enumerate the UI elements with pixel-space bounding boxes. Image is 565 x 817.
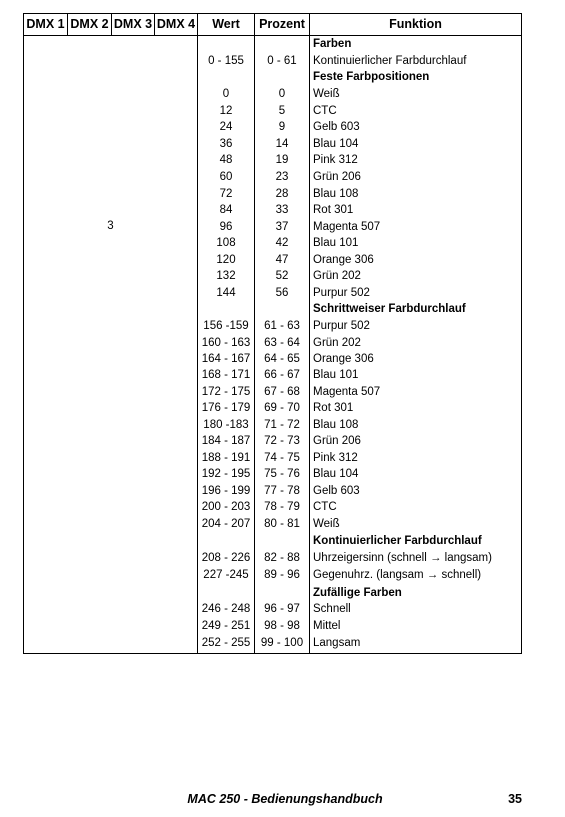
row-prozent: 28 [275,188,289,200]
row-funktion: Grün 202 [313,337,361,349]
section-heading: Feste Farbpositionen [313,71,430,83]
row-funktion: Magenta 507 [313,386,381,398]
footer-title: MAC 250 - Bedienungshandbuch [187,792,383,806]
row-wert: 184 - 187 [201,435,251,447]
row-wert: 172 - 175 [201,386,251,398]
row-prozent: 78 - 79 [264,501,300,513]
row-prozent: 0 [278,88,286,100]
row-wert: 200 - 203 [201,501,251,513]
row-prozent: 89 - 96 [264,569,300,581]
dmx1-channel-value: 3 [107,220,114,232]
row-funktion: Gelb 603 [313,121,360,133]
row-prozent: 64 - 65 [264,353,300,365]
row-prozent: 0 - 61 [267,55,297,67]
row-wert: 196 - 199 [201,485,251,497]
row-funktion: Rot 301 [313,402,354,414]
row-wert: 156 -159 [203,320,249,332]
row-wert: 192 - 195 [201,468,251,480]
row-funktion: Blau 101 [313,369,359,381]
row-prozent: 19 [275,154,289,166]
row-funktion: Weiß [313,518,340,530]
row-funktion: Blau 104 [313,468,359,480]
row-wert: 60 [219,171,233,183]
row-funktion: Weiß [313,88,340,100]
row-prozent: 72 - 73 [264,435,300,447]
row-prozent: 69 - 70 [264,402,300,414]
row-prozent: 74 - 75 [264,452,300,464]
row-wert: 160 - 163 [201,337,251,349]
row-wert: 176 - 179 [201,402,251,414]
row-prozent: 14 [275,138,289,150]
row-prozent: 52 [275,270,289,282]
row-funktion: Orange 306 [313,353,374,365]
row-prozent: 77 - 78 [264,485,300,497]
row-prozent: 42 [275,237,289,249]
row-funktion: Orange 306 [313,254,374,266]
row-prozent: 23 [275,171,289,183]
row-funktion: CTC [313,105,337,117]
row-wert: 0 - 155 [208,55,244,67]
row-funktion: Blau 101 [313,237,359,249]
row-wert: 246 - 248 [201,603,251,615]
header-wert: Wert [212,17,240,31]
row-funktion: Gegenuhrz. (langsam → schnell) [313,569,482,581]
row-prozent: 33 [275,204,289,216]
section-heading: Farben [313,38,352,50]
row-wert: 120 [216,254,236,266]
row-funktion: Langsam [313,637,361,649]
row-wert: 180 -183 [203,419,249,431]
row-wert: 0 [222,88,230,100]
row-funktion: Pink 312 [313,154,358,166]
row-wert: 168 - 171 [201,369,251,381]
row-wert: 144 [216,287,236,299]
header-prozent: Prozent [259,17,305,31]
header-dmx2: DMX 2 [70,17,109,31]
row-prozent: 80 - 81 [264,518,300,530]
row-wert: 164 - 167 [201,353,251,365]
row-funktion: Schnell [313,603,351,615]
row-wert: 132 [216,270,236,282]
row-funktion: Mittel [313,620,341,632]
row-prozent: 66 - 67 [264,369,300,381]
row-wert: 252 - 255 [201,637,251,649]
row-funktion: Gelb 603 [313,485,360,497]
row-funktion: Uhrzeigersinn (schnell → langsam) [313,552,492,564]
row-wert: 84 [219,204,233,216]
row-prozent: 63 - 64 [264,337,300,349]
row-wert: 72 [219,188,233,200]
row-prozent: 67 - 68 [264,386,300,398]
row-funktion: CTC [313,501,337,513]
row-funktion: Grün 206 [313,171,361,183]
row-prozent: 98 - 98 [264,620,300,632]
row-prozent: 5 [278,105,286,117]
row-wert: 48 [219,154,233,166]
row-wert: 24 [219,121,233,133]
row-wert: 108 [216,237,236,249]
header-funktion: Funktion [389,17,442,31]
row-prozent: 75 - 76 [264,468,300,480]
row-prozent: 96 - 97 [264,603,300,615]
row-funktion: Blau 108 [313,188,359,200]
row-funktion: Grün 202 [313,270,361,282]
header-dmx4: DMX 4 [156,17,196,31]
row-funktion: Blau 104 [313,138,359,150]
header-dmx1: DMX 1 [26,17,65,31]
row-prozent: 99 - 100 [260,637,304,649]
row-prozent: 82 - 88 [264,552,300,564]
row-funktion: Blau 108 [313,419,359,431]
row-prozent: 47 [275,254,289,266]
row-prozent: 56 [275,287,289,299]
row-funktion: Grün 206 [313,435,361,447]
section-heading: Kontinuierlicher Farbdurchlauf [313,535,482,547]
row-wert: 36 [219,138,233,150]
row-wert: 96 [219,221,233,233]
section-heading: Zufällige Farben [313,587,402,599]
row-wert: 204 - 207 [201,518,251,530]
row-wert: 227 -245 [203,569,249,581]
row-funktion: Rot 301 [313,204,354,216]
row-wert: 12 [219,105,233,117]
row-prozent: 71 - 72 [264,419,300,431]
row-wert: 188 - 191 [201,452,251,464]
row-funktion: Magenta 507 [313,221,381,233]
row-prozent: 37 [275,221,289,233]
row-wert: 249 - 251 [201,620,251,632]
section-heading: Schrittweiser Farbdurchlauf [313,303,466,315]
row-prozent: 61 - 63 [264,320,300,332]
row-funktion: Purpur 502 [313,320,370,332]
header-dmx3: DMX 3 [113,17,153,31]
row-funktion: Pink 312 [313,452,358,464]
row-wert: 208 - 226 [201,552,251,564]
row-funktion: Kontinuierlicher Farbdurchlauf [313,55,467,67]
row-funktion: Purpur 502 [313,287,370,299]
row-prozent: 9 [278,121,286,133]
page-number: 35 [508,792,522,806]
